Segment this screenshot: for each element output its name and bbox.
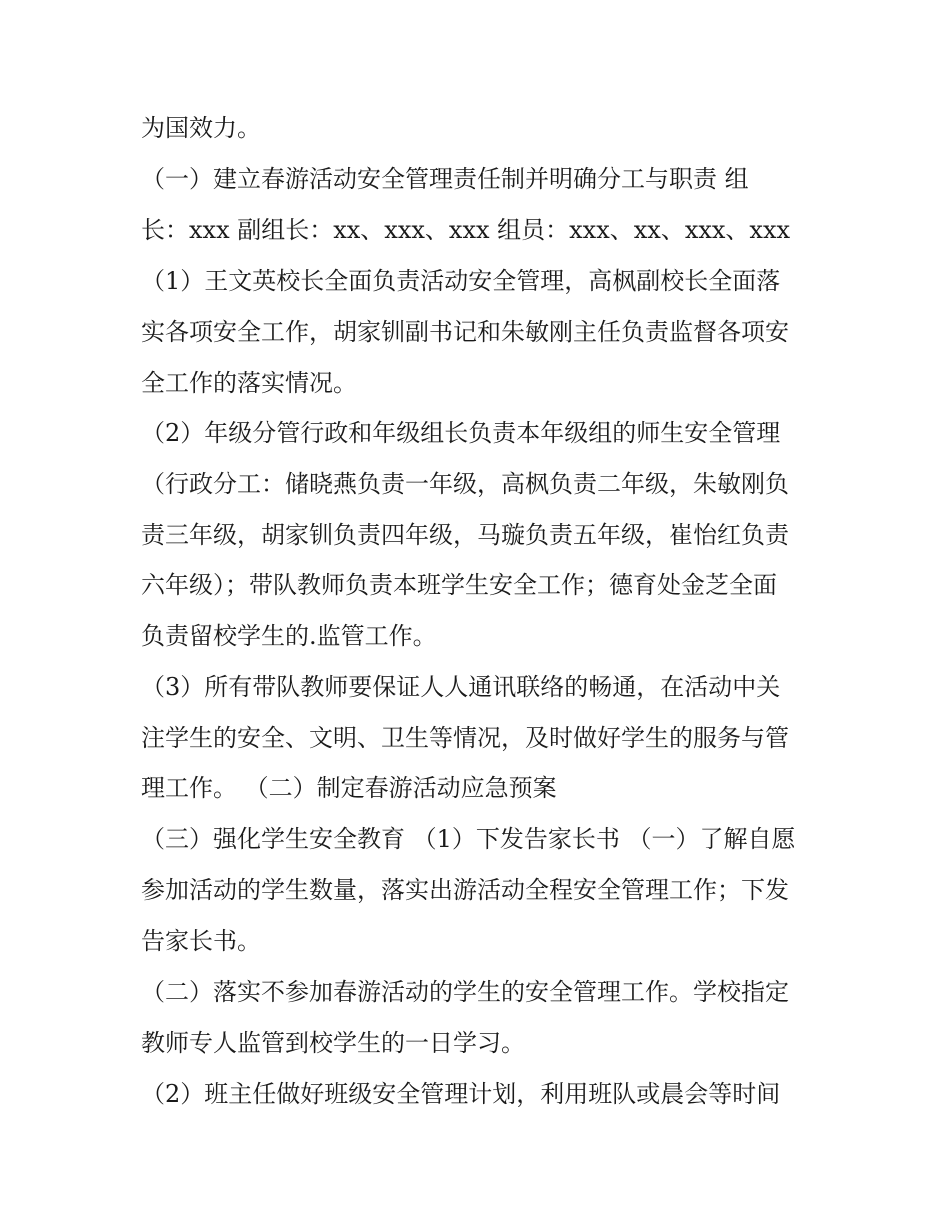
text-line: 告家长书。 [141,927,261,955]
text-line: 为国效力。 [141,114,261,142]
text-line: （二）落实不参加春游活动的学生的安全管理工作。学校指定 [141,978,789,1006]
text-line: （2）年级分管行政和年级组长负责本年级组的师生安全管理 [141,419,781,447]
text-line: 长：xxx 副组长：xx、xxx、xxx 组员：xxx、xx、xxx、xxx [141,216,791,244]
text-line: 理工作。 （二）制定春游活动应急预案 [141,774,557,802]
text-line: 负责留校学生的.监管工作。 [141,622,437,650]
text-line: 注学生的安全、文明、卫生等情况，及时做好学生的服务与管 [141,724,789,752]
text-line: （一）建立春游活动安全管理责任制并明确分工与职责 组 [141,165,749,193]
text-line: （2）班主任做好班级安全管理计划，利用班队或晨会等时间 [141,1080,781,1108]
text-line: （3）所有带队教师要保证人人通讯联络的畅通，在活动中关 [141,673,781,701]
text-line: 六年级）；带队教师负责本班学生安全工作；德育处金芝全面 [141,571,777,599]
text-line: （1）王文英校长全面负责活动安全管理，高枫副校长全面落 [141,267,781,295]
text-line: 教师专人监管到校学生的一日学习。 [141,1029,525,1057]
text-line: 参加活动的学生数量，落实出游活动全程安全管理工作；下发 [141,876,789,904]
text-line: 实各项安全工作，胡家钏副书记和朱敏刚主任负责监督各项安 [141,318,789,346]
text-line: （行政分工：储晓燕负责一年级，高枫负责二年级，朱敏刚负 [141,470,789,498]
text-line: 全工作的落实情况。 [141,369,357,397]
text-line: 责三年级，胡家钏负责四年级，马璇负责五年级，崔怡红负责 [141,521,789,549]
text-line: （三）强化学生安全教育 （1）下发告家长书 （一）了解自愿 [141,825,796,853]
